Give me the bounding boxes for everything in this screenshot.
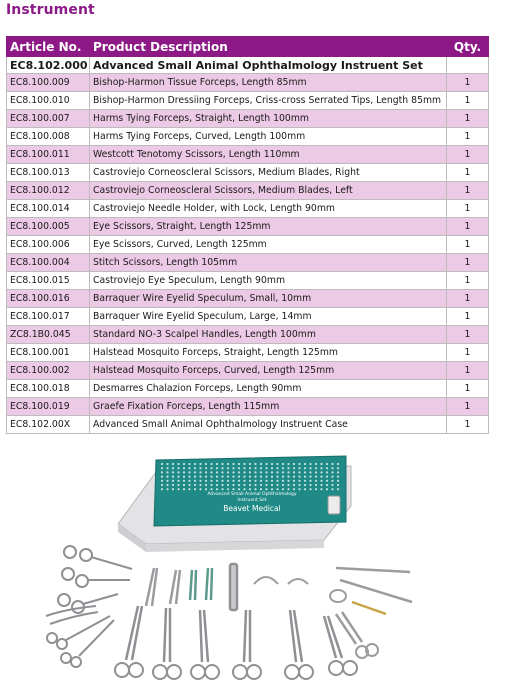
set-article: EC8.102.000 [7, 57, 90, 74]
row-qty: 1 [447, 308, 489, 326]
row-description: Bishop-Harmon Dressiing Forceps, Criss-cross Serrated Tips, Length 85mm [90, 92, 447, 110]
section-title: Instrument [6, 2, 95, 18]
table-row [7, 254, 489, 272]
mosquito-forceps-right-icon [336, 612, 378, 658]
castroviejo-needle-holder-icon [352, 602, 386, 614]
table-row [7, 74, 489, 92]
row-description: Standard NO-3 Scalpel Handles, Length 100mm [90, 326, 447, 344]
mosquito-forceps-4-icon [233, 610, 261, 679]
row-description: Westcott Tenotomy Scissors, Length 110mm [90, 146, 447, 164]
eyelid-speculum-small-icon [254, 577, 278, 584]
table-row [7, 362, 489, 380]
row-qty: 1 [447, 254, 489, 272]
scalpel-handle-icon [230, 564, 237, 610]
table-row [7, 92, 489, 110]
row-qty: 1 [447, 236, 489, 254]
table-row [7, 326, 489, 344]
table-row [7, 182, 489, 200]
row-article: EC8.100.002 [7, 362, 90, 380]
row-description: Castroviejo Corneoscleral Scissors, Medium Blades, Right [90, 164, 447, 182]
row-description: Halstead Mosquito Forceps, Straight, Length 125mm [90, 344, 447, 362]
row-article: EC8.100.009 [7, 74, 90, 92]
row-article: EC8.100.011 [7, 146, 90, 164]
brand-name: Beavet Medical [223, 504, 281, 513]
header-qty: Qty. [447, 37, 489, 57]
table-row [7, 236, 489, 254]
table-row [7, 344, 489, 362]
case-lid-subtext: Instruent Set [237, 498, 267, 503]
row-qty: 1 [447, 218, 489, 236]
row-qty: 1 [447, 128, 489, 146]
table-header-row [7, 37, 489, 57]
table-row [7, 110, 489, 128]
scissors-2-icon [62, 568, 130, 587]
mosquito-forceps-1-icon [115, 606, 143, 677]
header-description: Product Description [90, 37, 447, 57]
row-qty: 1 [447, 380, 489, 398]
row-qty: 1 [447, 74, 489, 92]
set-qty [447, 57, 489, 74]
row-article: EC8.100.014 [7, 200, 90, 218]
table-row [7, 272, 489, 290]
row-article: EC8.100.008 [7, 128, 90, 146]
row-article: EC8.100.007 [7, 110, 90, 128]
case-latch [328, 496, 340, 514]
table-row [7, 290, 489, 308]
table-row [7, 218, 489, 236]
header-article: Article No. [7, 37, 90, 57]
row-description: Halstead Mosquito Forceps, Curved, Length 125mm [90, 362, 447, 380]
row-qty: 1 [447, 182, 489, 200]
row-article: EC8.100.019 [7, 398, 90, 416]
instrument-group-bottom [115, 606, 357, 679]
row-description: Castroviejo Eye Speculum, Length 90mm [90, 272, 447, 290]
row-description: Desmarres Chalazion Forceps, Length 90mm [90, 380, 447, 398]
row-qty: 1 [447, 326, 489, 344]
row-article: EC8.100.005 [7, 218, 90, 236]
row-qty: 1 [447, 200, 489, 218]
row-qty: 1 [447, 398, 489, 416]
row-article: EC8.100.004 [7, 254, 90, 272]
set-row [7, 57, 489, 74]
row-description: Graefe Fixation Forceps, Length 115mm [90, 398, 447, 416]
scissors-1-icon [64, 546, 132, 569]
row-description: Advanced Small Animal Ophthalmology Instruent Case [90, 416, 447, 434]
mosquito-forceps-2-icon [153, 608, 181, 679]
row-article: EC8.100.015 [7, 272, 90, 290]
row-qty: 1 [447, 344, 489, 362]
row-article: EC8.100.006 [7, 236, 90, 254]
instrument-case [118, 456, 351, 552]
row-description: Barraquer Wire Eyelid Speculum, Small, 10mm [90, 290, 447, 308]
row-description: Harms Tying Forceps, Straight, Length 100mm [90, 110, 447, 128]
row-description: Castroviejo Corneoscleral Scissors, Medium Blades, Left [90, 182, 447, 200]
case-lid [154, 456, 346, 526]
row-description: Barraquer Wire Eyelid Speculum, Large, 14mm [90, 308, 447, 326]
table-row [7, 200, 489, 218]
row-qty: 1 [447, 92, 489, 110]
instrument-group-right [330, 568, 412, 658]
forceps-2-icon [170, 570, 180, 604]
forceps-3-icon [190, 570, 196, 600]
forceps-1-icon [146, 568, 157, 606]
row-qty: 1 [447, 416, 489, 434]
row-article: EC8.100.016 [7, 290, 90, 308]
row-article: EC8.100.010 [7, 92, 90, 110]
row-article: EC8.100.017 [7, 308, 90, 326]
row-description: Harms Tying Forceps, Curved, Length 100mm [90, 128, 447, 146]
table-row [7, 128, 489, 146]
instrument-group-left [46, 546, 132, 667]
table-row [7, 380, 489, 398]
row-qty: 1 [447, 272, 489, 290]
row-qty: 1 [447, 146, 489, 164]
instrument-table [6, 36, 489, 434]
table-row [7, 308, 489, 326]
row-article: EC8.102.00X [7, 416, 90, 434]
table-row [7, 416, 489, 434]
row-description: Eye Scissors, Curved, Length 125mm [90, 236, 447, 254]
eyelid-speculum-large-icon [288, 579, 308, 584]
row-description: Castroviejo Needle Holder, with Lock, Length 90mm [90, 200, 447, 218]
row-description: Stitch Scissors, Length 105mm [90, 254, 447, 272]
needle-holder-icon [46, 606, 98, 624]
product-photo [6, 444, 500, 690]
mosquito-forceps-5-icon [285, 610, 313, 679]
row-qty: 1 [447, 290, 489, 308]
row-qty: 1 [447, 362, 489, 380]
row-description: Eye Scissors, Straight, Length 125mm [90, 218, 447, 236]
scissors-5-icon [61, 620, 114, 667]
row-qty: 1 [447, 164, 489, 182]
row-article: EC8.100.001 [7, 344, 90, 362]
mosquito-forceps-3-icon [191, 610, 219, 679]
forceps-4-icon [206, 568, 212, 600]
row-article: EC8.100.013 [7, 164, 90, 182]
row-article: ZC8.1B0.045 [7, 326, 90, 344]
table-row [7, 398, 489, 416]
chalazion-forceps-icon [330, 580, 412, 602]
case-lid-text: Advanced Small Animal Ophthalmology [207, 492, 297, 497]
row-article: EC8.100.012 [7, 182, 90, 200]
table-row [7, 146, 489, 164]
row-description: Bishop-Harmon Tissue Forceps, Length 85mm [90, 74, 447, 92]
row-qty: 1 [447, 110, 489, 128]
set-description: Advanced Small Animal Ophthalmology Instruent Set [90, 57, 447, 74]
instrument-group-center [146, 564, 308, 610]
table-row [7, 164, 489, 182]
fixation-forceps-icon [336, 568, 410, 572]
row-article: EC8.100.018 [7, 380, 90, 398]
